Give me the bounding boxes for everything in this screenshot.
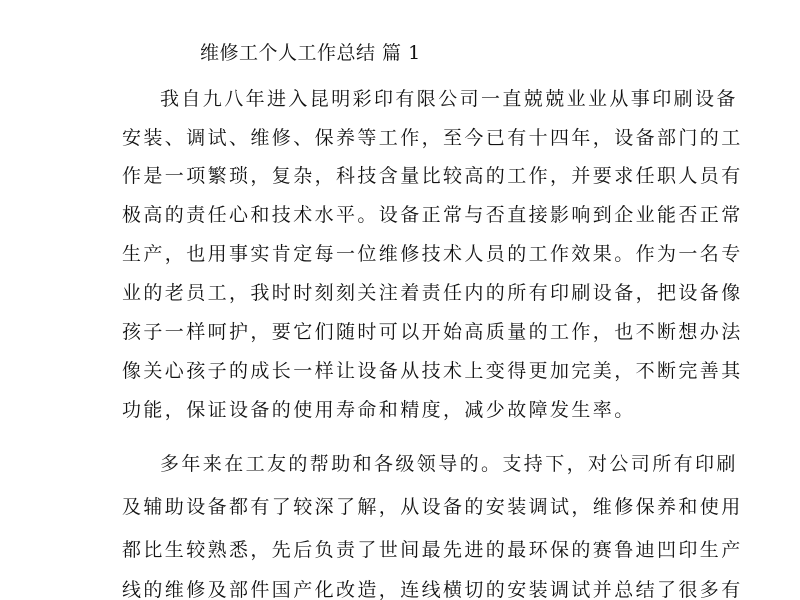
text-line: 多年来在工友的帮助和各级领导的。支持下，对公司所有印刷 [160,453,738,475]
text-line: 作是一项繁琐，复杂，科技含量比较高的工作，并要求任职人员有 [122,165,743,187]
text-line: 像关心孩子的成长一样让设备从技术上变得更加完美，不断完善其 [122,360,743,382]
text-line: 极高的责任心和技术水平。设备正常与否直接影响到企业能否正常 [122,204,743,226]
text-line: 我自九八年进入昆明彩印有限公司一直兢兢业业从事印刷设备 [160,88,738,110]
text-line: 业的老员工，我时时刻刻关注着责任内的所有印刷设备，把设备像 [122,282,743,304]
text-line: 线的维修及部件国产化改造，连线横切的安装调试并总结了很多有 [122,579,743,600]
text-line: 功能，保证设备的使用寿命和精度，减少故障发生率。 [122,399,636,421]
document-title: 维修工个人工作总结 篇 1 [200,42,421,64]
text-line: 及辅助设备都有了较深了解，从设备的安装调试，维修保养和使用 [122,496,743,518]
text-line: 孩子一样呵护，要它们随时可以开始高质量的工作，也不断想办法 [122,321,743,343]
text-line: 生产，也用事实肯定每一位维修技术人员的工作效果。作为一名专 [122,243,743,265]
text-line: 安装、调试、维修、保养等工作，至今已有十四年，设备部门的工 [122,127,743,149]
text-line: 都比生较熟悉，先后负责了世间最先进的最环保的赛鲁迪凹印生产 [122,539,743,561]
